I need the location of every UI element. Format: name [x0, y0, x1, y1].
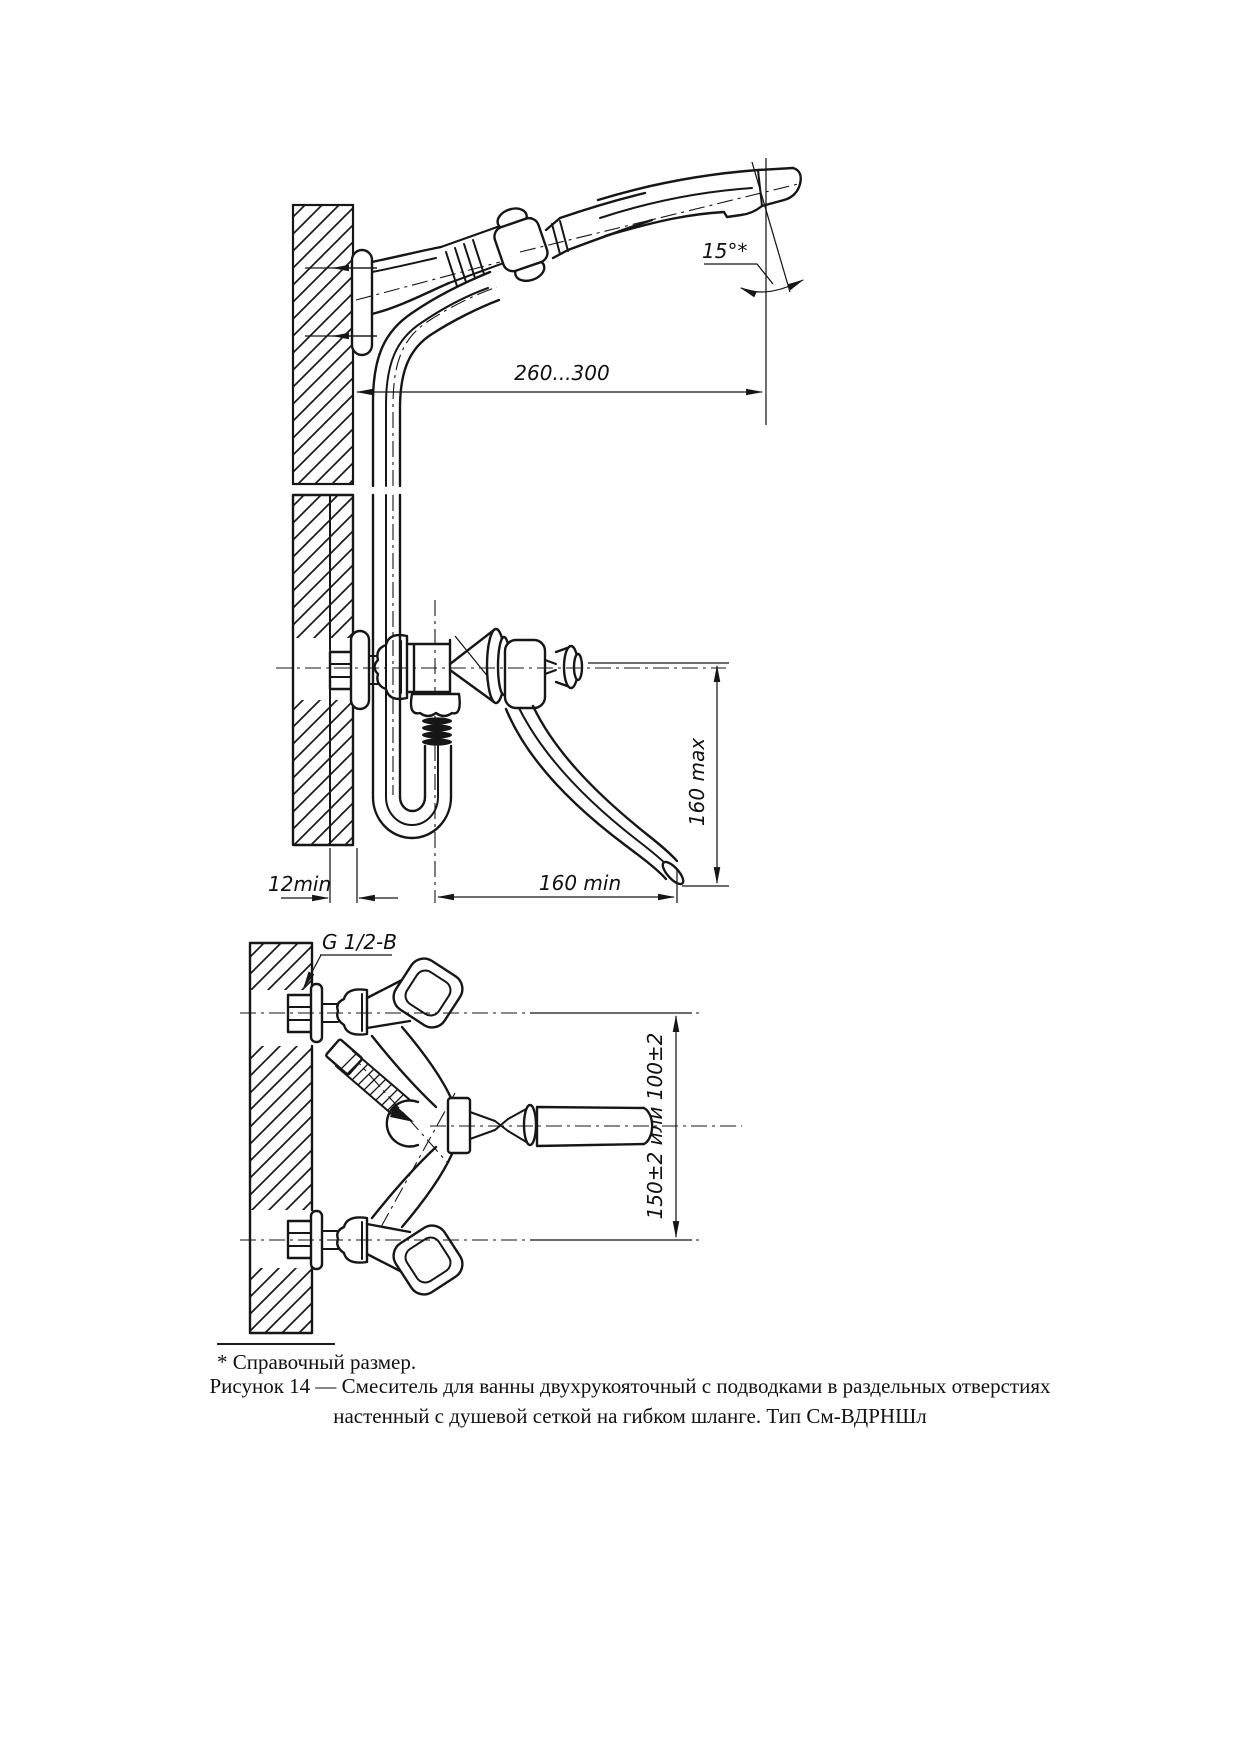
wall-section-top [293, 205, 353, 484]
label-inlet-spacing: 150±2 или 100±2 [643, 1032, 667, 1220]
figure-caption [100, 1371, 1160, 1431]
view-mixer-side [268, 495, 729, 903]
dim-spout-reach [438, 868, 677, 903]
view-shower-bracket [293, 158, 803, 486]
dim-bracket-reach [357, 361, 762, 392]
view-mixer-plan [240, 930, 742, 1333]
shower-head [520, 168, 801, 258]
hose-connector [411, 694, 460, 746]
mixer-body-plan [350, 1027, 742, 1227]
label-bracket-reach: 260...300 [514, 361, 610, 385]
caption-line-1: Рисунок 14 — Смеситель для ванны двухрукояточный с подводками в раздельных отверстиях [209, 1374, 1051, 1398]
label-spout-height: 160 max [685, 737, 709, 827]
hose-plan [325, 1039, 414, 1122]
dim-wall-embedment [268, 848, 398, 903]
crosshead-handle-side [375, 635, 408, 699]
label-thread: G 1/2-B [322, 930, 397, 954]
shower-hose-upper [373, 272, 499, 486]
footnote-text: * Справочный размер. [217, 1350, 417, 1374]
label-spout-reach: 160 min [538, 871, 622, 895]
label-spray-angle: 15°* [702, 239, 748, 263]
thread-callout [304, 930, 397, 987]
spout [506, 706, 686, 887]
dim-spout-height [588, 663, 729, 886]
caption-line-2: настенный с душевой сеткой на гибком шланге. Тип См-ВДРНШл [333, 1404, 927, 1428]
label-wall-embedment: 12min [268, 872, 332, 896]
footnote-rule [217, 1343, 335, 1345]
